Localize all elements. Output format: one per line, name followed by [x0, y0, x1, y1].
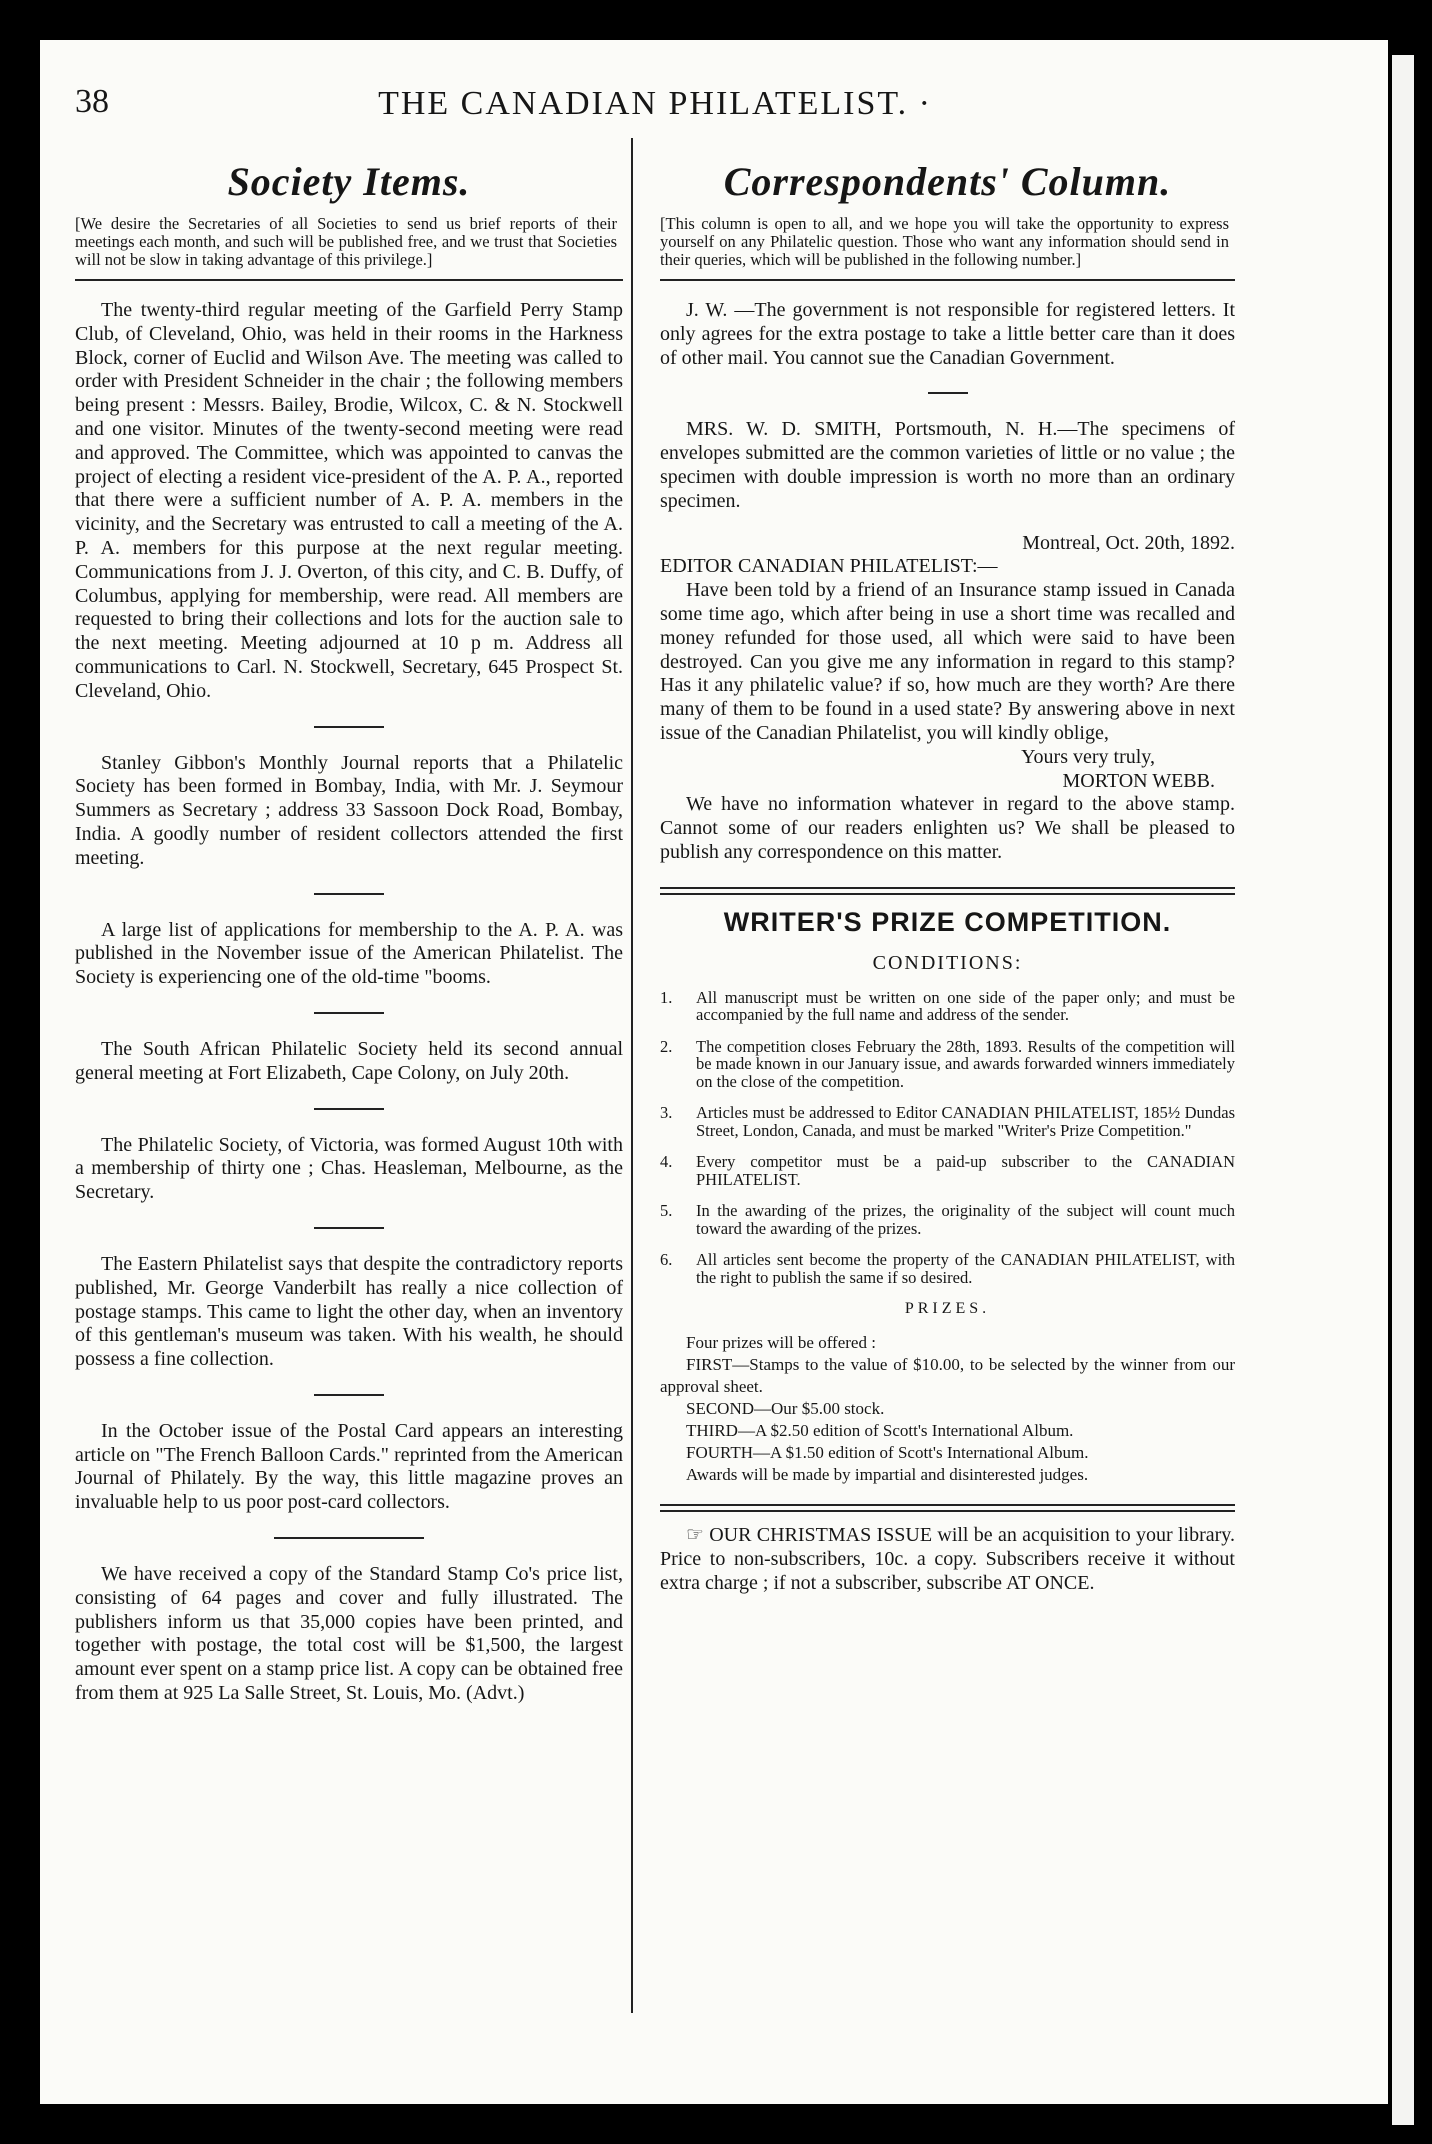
condition-text: All manuscript must be written on one side of the paper only; and must be accompanied by the full name and address of the sender.	[696, 987, 1235, 1025]
answer-paragraph: J. W. —The government is not responsible for registered letters. It only agrees for the extra postage to take a little better care than it does of other mail. You cannot sue the Canadian Government.	[660, 299, 1235, 369]
letter-closing: Yours very truly,	[1021, 745, 1155, 768]
divider	[660, 1504, 1235, 1512]
condition-item	[660, 1153, 1235, 1188]
prize-line: SECOND—Our $5.00 stock.	[686, 1399, 885, 1419]
prize-line: FIRST—Stamps to the value of $10.00, to be selected by the winner from our approval sheet.	[660, 1355, 1235, 1397]
prize-line: THIRD—A $2.50 edition of Scott's International Album.	[686, 1421, 1074, 1441]
condition-text: In the awarding of the prizes, the originality of the subject will count much toward the awarding of the prizes.	[696, 1201, 1235, 1238]
society-editor-note: [We desire the Secretaries of all Societies to send us brief reports of their meetings each month, and such will be published free, and we trust that Societies will not be slow in taking advantage of this privilege.]	[75, 214, 617, 269]
divider	[928, 392, 968, 394]
page-header	[75, 75, 1235, 135]
prize-line: Awards will be made by impartial and disinterested judges.	[686, 1465, 1089, 1485]
society-items-column	[75, 140, 623, 1706]
correspondents-column	[660, 140, 1235, 1596]
divider	[314, 726, 384, 728]
condition-item	[660, 1104, 1235, 1139]
condition-item	[660, 1251, 1235, 1286]
divider	[314, 1108, 384, 1110]
christmas-issue-notice: ☞ OUR CHRISTMAS ISSUE will be an acquisition to your library. Price to non-subscribers, 10c. a copy. Subscribers receive it without extra charge ; if not a subscriber, subscribe AT ONCE.	[660, 1524, 1235, 1594]
condition-item	[660, 1038, 1235, 1091]
divider	[660, 887, 1235, 895]
divider	[314, 1012, 384, 1014]
conditions-heading: CONDITIONS:	[872, 951, 1023, 974]
competition-title: WRITER'S PRIZE COMPETITION.	[723, 906, 1172, 937]
condition-text: All articles sent become the property of the CANADIAN PHILATELIST, with the right to publish the same if so desired.	[696, 1250, 1235, 1287]
society-paragraph: The twenty-third regular meeting of the Garfield Perry Stamp Club, of Cleveland, Ohio, was held in their rooms in the Harkness Block, corner of Euclid and Wilson Ave. The meeting was called to order with President Schneider in the chair ; the following members being present : Messrs. Bailey, Brodie, Wilcox, C. & N. Stockwell and one visitor. Minutes of the twenty-second meeting were read and approved. The Committee, which was appointed to canvas the project of electing a resident vice-president of the A. P. A., reported that there were a sufficient number of A. P. A. members in the vicinity, and the Secretary was entrusted to call a meeting of the A. P. A. members for this purpose at the next regular meeting. Communications from J. J. Overton, of this city, and C. B. Duffy, of Columbus, applying for membership, were read. All members are requested to bring their collections and lots for the auction sale to the next meeting. Meeting adjourned at 10 p m. Address all communications to Carl. N. Stockwell, Secretary, 645 Prospect St. Cleveland, Ohio.	[75, 299, 623, 702]
society-paragraph: A large list of applications for membership to the A. P. A. was published in the November issue of the American Philatelist. The Society is experiencing one of the old-time "booms.	[75, 918, 623, 989]
answer-paragraph: MRS. W. D. SMITH, Portsmouth, N. H.—The specimens of envelopes submitted are the common varieties of little or no value ; the specimen with double impression is worth no more than an ordinary specimen.	[660, 418, 1235, 512]
prizes-list	[660, 1332, 1235, 1486]
society-paragraph: The South African Philatelic Society held its second annual general meeting at Fort Elizabeth, Cape Colony, on July 20th.	[75, 1037, 623, 1084]
advertisement-paragraph: We have received a copy of the Standard Stamp Co's price list, consisting of 64 pages and cover and fully illustrated. The publishers inform us that 35,000 copies have been printed, and together with postage, the total cost will be $1,500, the largest amount ever spent on a stamp price list. A copy can be obtained free from them at 925 La Salle Street, St. Louis, Mo. (Advt.)	[75, 1563, 623, 1705]
divider	[314, 1227, 384, 1229]
society-paragraph: The Eastern Philatelist says that despite the contradictory reports published, Mr. George Vanderbilt has really a nice collection of postage stamps. This came to light the other day, when an inventory of this gentleman's museum was taken. With his wealth, he should possess a fine collection.	[75, 1252, 623, 1371]
prize-line: Four prizes will be offered :	[686, 1333, 876, 1353]
letter-date: Montreal, Oct. 20th, 1892.	[1022, 531, 1235, 554]
condition-text: Articles must be addressed to Editor CANADIAN PHILATELIST, 185½ Dundas Street, London, Canada, and must be marked "Writer's Prize Competition."	[696, 1103, 1235, 1140]
condition-item	[660, 1202, 1235, 1237]
society-items-title: Society Items.	[227, 159, 471, 204]
divider	[314, 893, 384, 895]
column-divider	[631, 138, 633, 2013]
divider	[274, 1537, 424, 1539]
condition-text: The competition closes February the 28th, 1893. Results of the competition will be made known in our January issue, and awards forwarded winners immediately on the close of the competition.	[696, 1036, 1235, 1091]
condition-number: 5.	[660, 1201, 673, 1221]
prize-line: FOURTH—A $1.50 edition of Scott's International Album.	[686, 1443, 1089, 1463]
letter-signature: MORTON WEBB.	[1062, 769, 1215, 792]
condition-number: 1.	[660, 987, 673, 1007]
letter-salutation: EDITOR CANADIAN PHILATELIST:—	[660, 555, 998, 578]
society-paragraph: Stanley Gibbon's Monthly Journal reports that a Philatelic Society has been formed in Bombay, India, with Mr. J. Seymour Summers as Secretary ; address 33 Sassoon Dock Road, Bombay, India. A goodly number of resident collectors attended the first meeting.	[75, 751, 623, 869]
conditions-list	[660, 989, 1235, 1287]
divider	[75, 279, 623, 281]
society-paragraph: In the October issue of the Postal Card appears an interesting article on "The French Balloon Cards." reprinted from the American Journal of Philately. By the way, this little magazine proves an invaluable help to us poor post-card collectors.	[75, 1419, 623, 1514]
condition-number: 3.	[660, 1103, 673, 1123]
condition-item	[660, 989, 1235, 1024]
condition-number: 4.	[660, 1152, 673, 1172]
correspondents-editor-note: [This column is open to all, and we hope you will take the opportunity to express yourself on any Philatelic question. Those who want any information should send in their queries, which will be published in the following number.]	[660, 214, 1229, 269]
prizes-heading: PRIZES.	[904, 1300, 991, 1318]
page-number: 38	[75, 83, 109, 120]
correspondents-title: Correspondents' Column.	[723, 159, 1172, 204]
divider	[660, 279, 1235, 281]
society-paragraph: The Philatelic Society, of Victoria, was formed August 10th with a membership of thirty one ; Chas. Heasleman, Melbourne, as the Secretary.	[75, 1133, 623, 1204]
next-page-edge	[1392, 55, 1414, 2125]
condition-number: 6.	[660, 1250, 673, 1270]
condition-text: Every competitor must be a paid-up subscriber to the CANADIAN PHILATELIST.	[696, 1152, 1235, 1189]
journal-title: THE CANADIAN PHILATELIST. ·	[378, 85, 932, 122]
letter-body: Have been told by a friend of an Insurance stamp issued in Canada some time ago, which after being in use a short time was recalled and money refunded for those used, all which were said to have been destroyed. Can you give me any information in regard to this stamp? Has it any philatelic value? if so, how much are they worth? Are there many of them to be found in a used state? By answering above in next issue of the Canadian Philatelist, you will kindly oblige,	[660, 579, 1235, 744]
condition-number: 2.	[660, 1036, 673, 1056]
divider	[314, 1394, 384, 1396]
editor-reply: We have no information whatever in regard to the above stamp. Cannot some of our readers enlighten us? We shall be pleased to publish any correspondence on this matter.	[660, 793, 1235, 863]
